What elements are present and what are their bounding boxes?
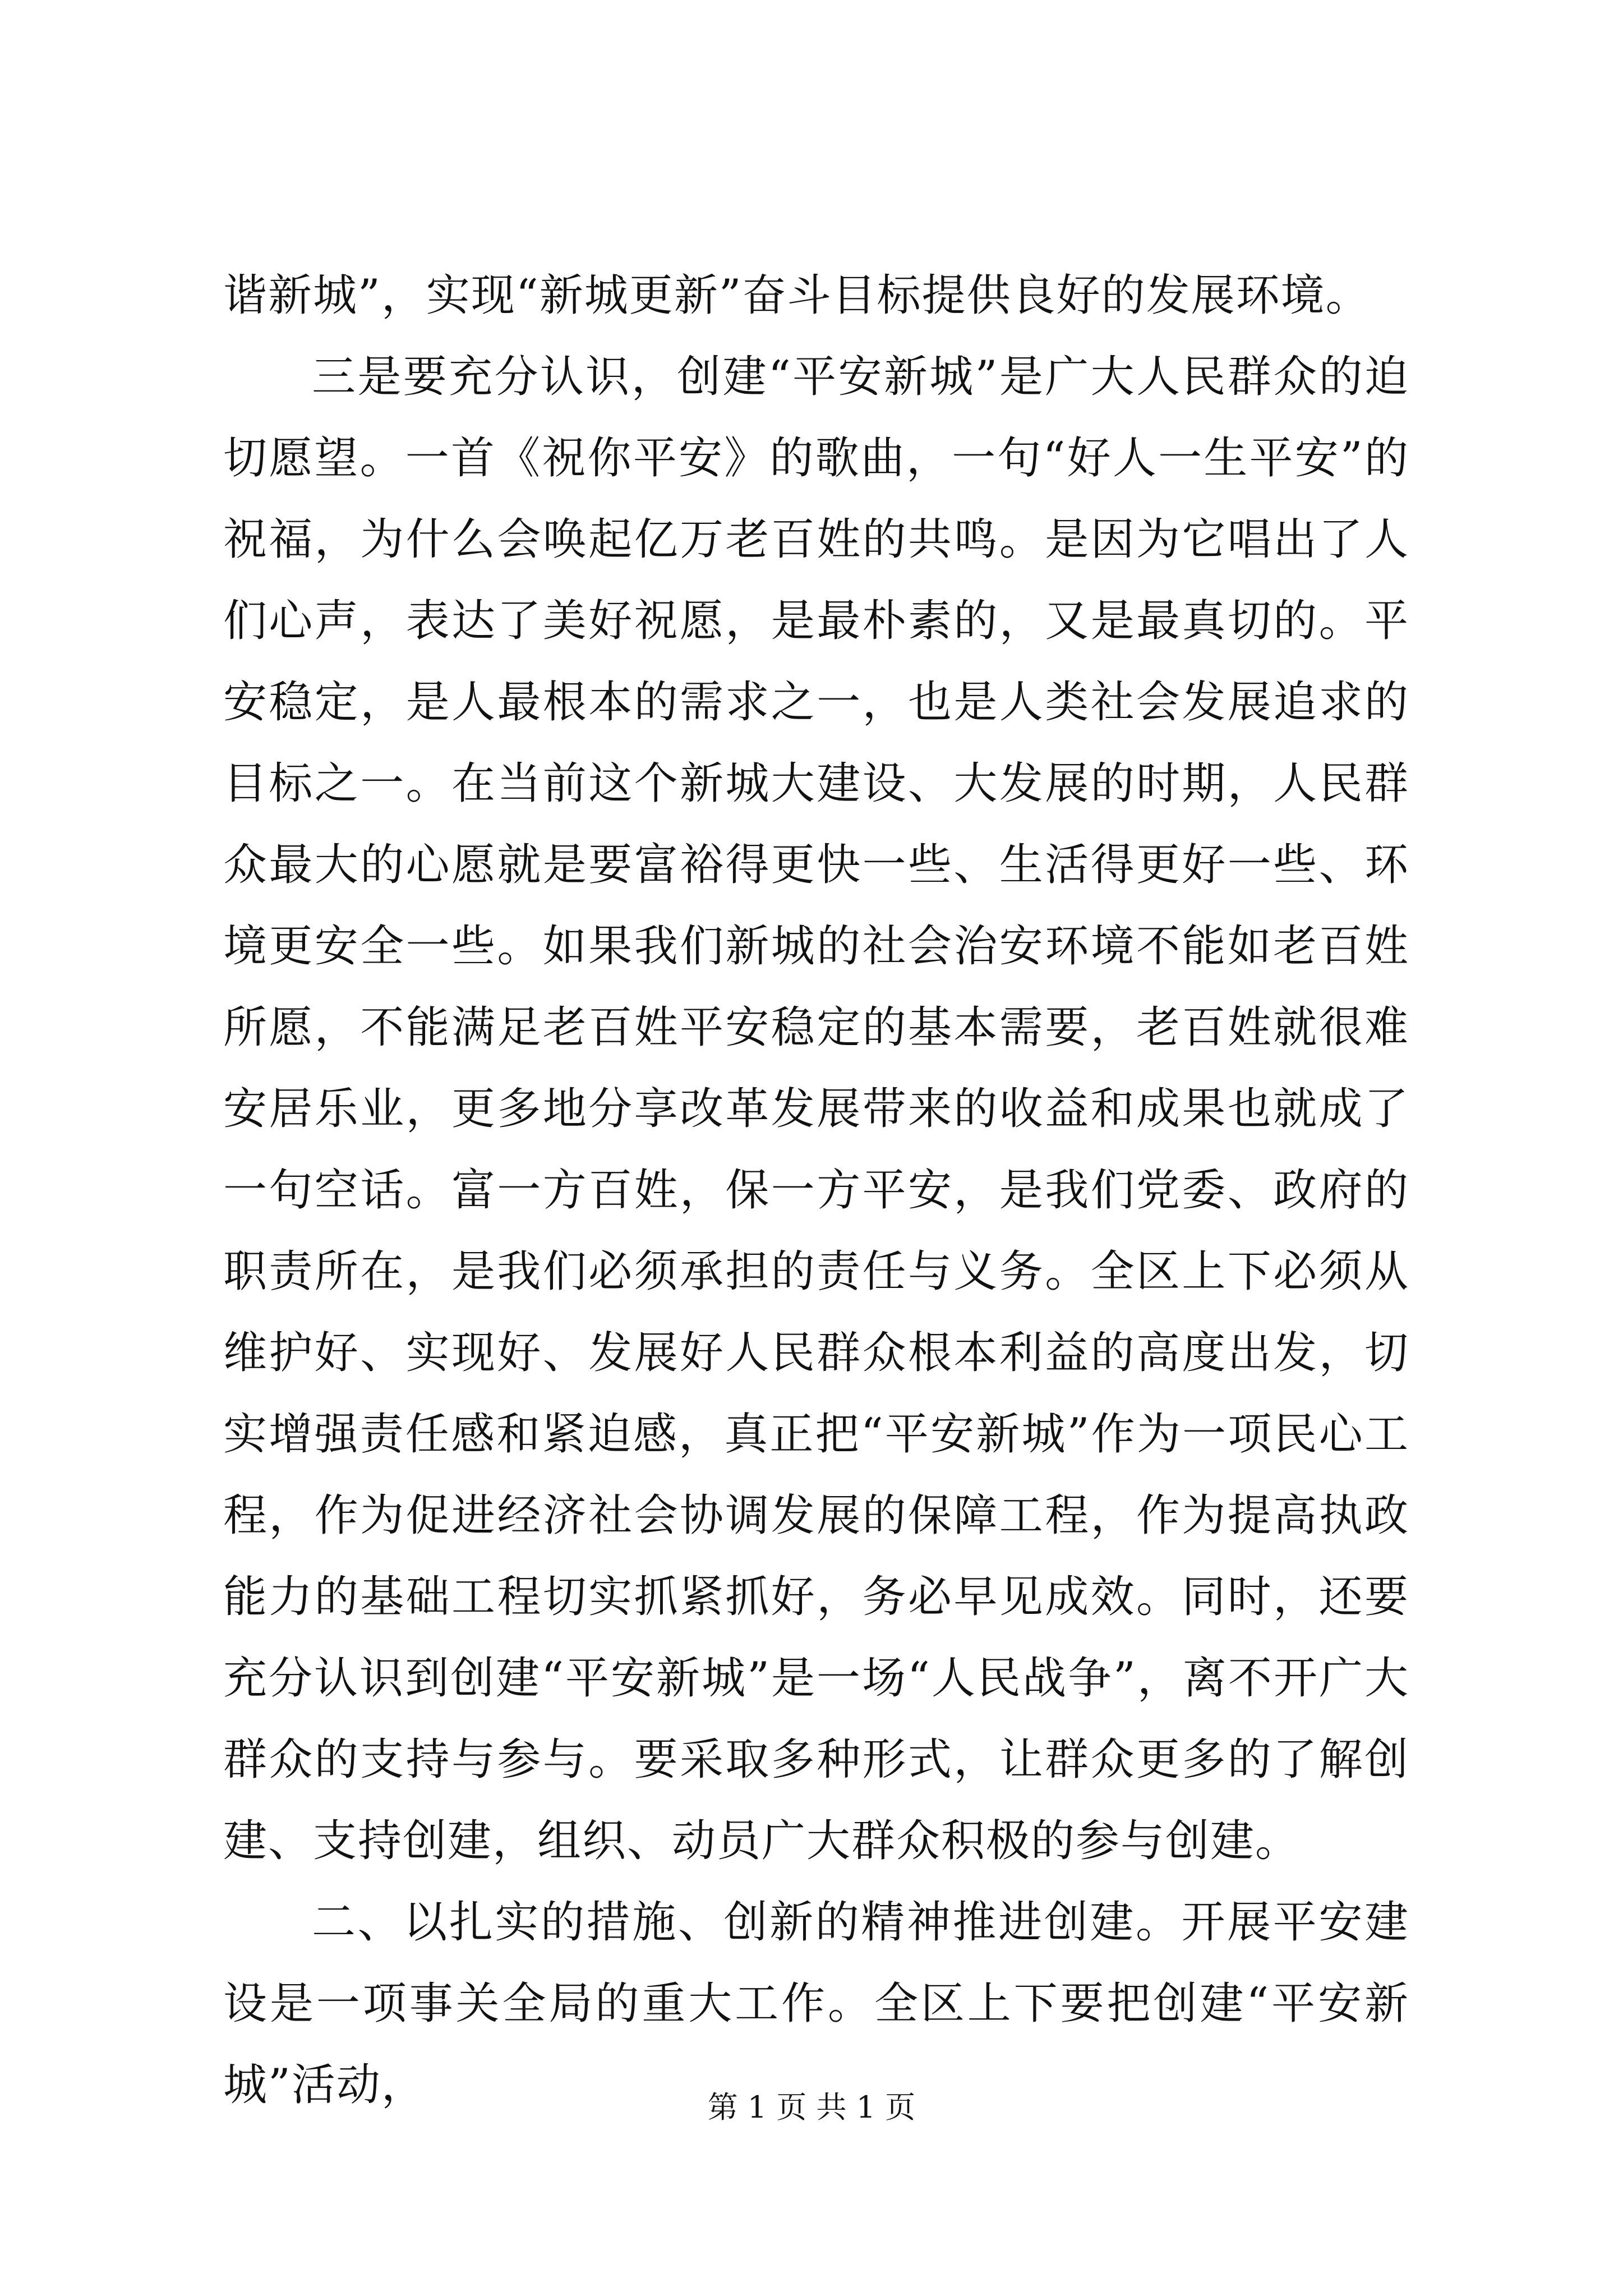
paragraph-section-two: 二、以扎实的措施、创新的精神推进创建。开展平安建设是一项事关全局的重大工作。全区上下要把创建“平安新城”活动， <box>223 1897 1409 2110</box>
paragraph-point-three: 三是要充分认识，创建“平安新城”是广大人民群众的迫切愿望。一首《祝你平安》的歌曲，一句“好人一生平安”的祝福，为什么会唤起亿万老百姓的共鸣。是因为它唱出了人们心声，表达了美好祝愿，是最朴素的，又是最真切的。平安稳定，是人最根本的需求之一，也是人类社会发展追求的目标之一。在当前这个新城大建设、大发展的时期，人民群众最大的心愿就是要富裕得更快一些、生活得更好一些、环境更安全一些。如果我们新城的社会治安环境不能如老百姓所愿，不能满足老百姓平安稳定的基本需要，老百姓就很难安居乐业，更多地分享改革发展带来的收益和成果也就成了一句空话。富一方百姓，保一方平安，是我们党委、政府的职责所在，是我们必须承担的责任与义务。全区上下必须从维护好、实现好、发展好人民群众根本利益的高度出发，切实增强责任感和紧迫感，真正把“平安新城”作为一项民心工程，作为促进经济社会协调发展的保障工程，作为提高执政能力的基础工程切实抓紧抓好，务必早见成效。同时，还要充分认识到创建“平安新城”是一场“人民战争”，离不开广大群众的支持与参与。要采取多种形式，让群众更多的了解创建、支持创建，组织、动员广大群众积极的参与创建。 <box>223 352 1409 1866</box>
page-footer: 第 1 页 共 1 页 <box>707 2090 916 2125</box>
document-body <box>223 255 1409 2126</box>
paragraph-continuation: 谐新城”，实现“新城更新”奋斗目标提供良好的发展环境。 <box>223 270 1371 321</box>
